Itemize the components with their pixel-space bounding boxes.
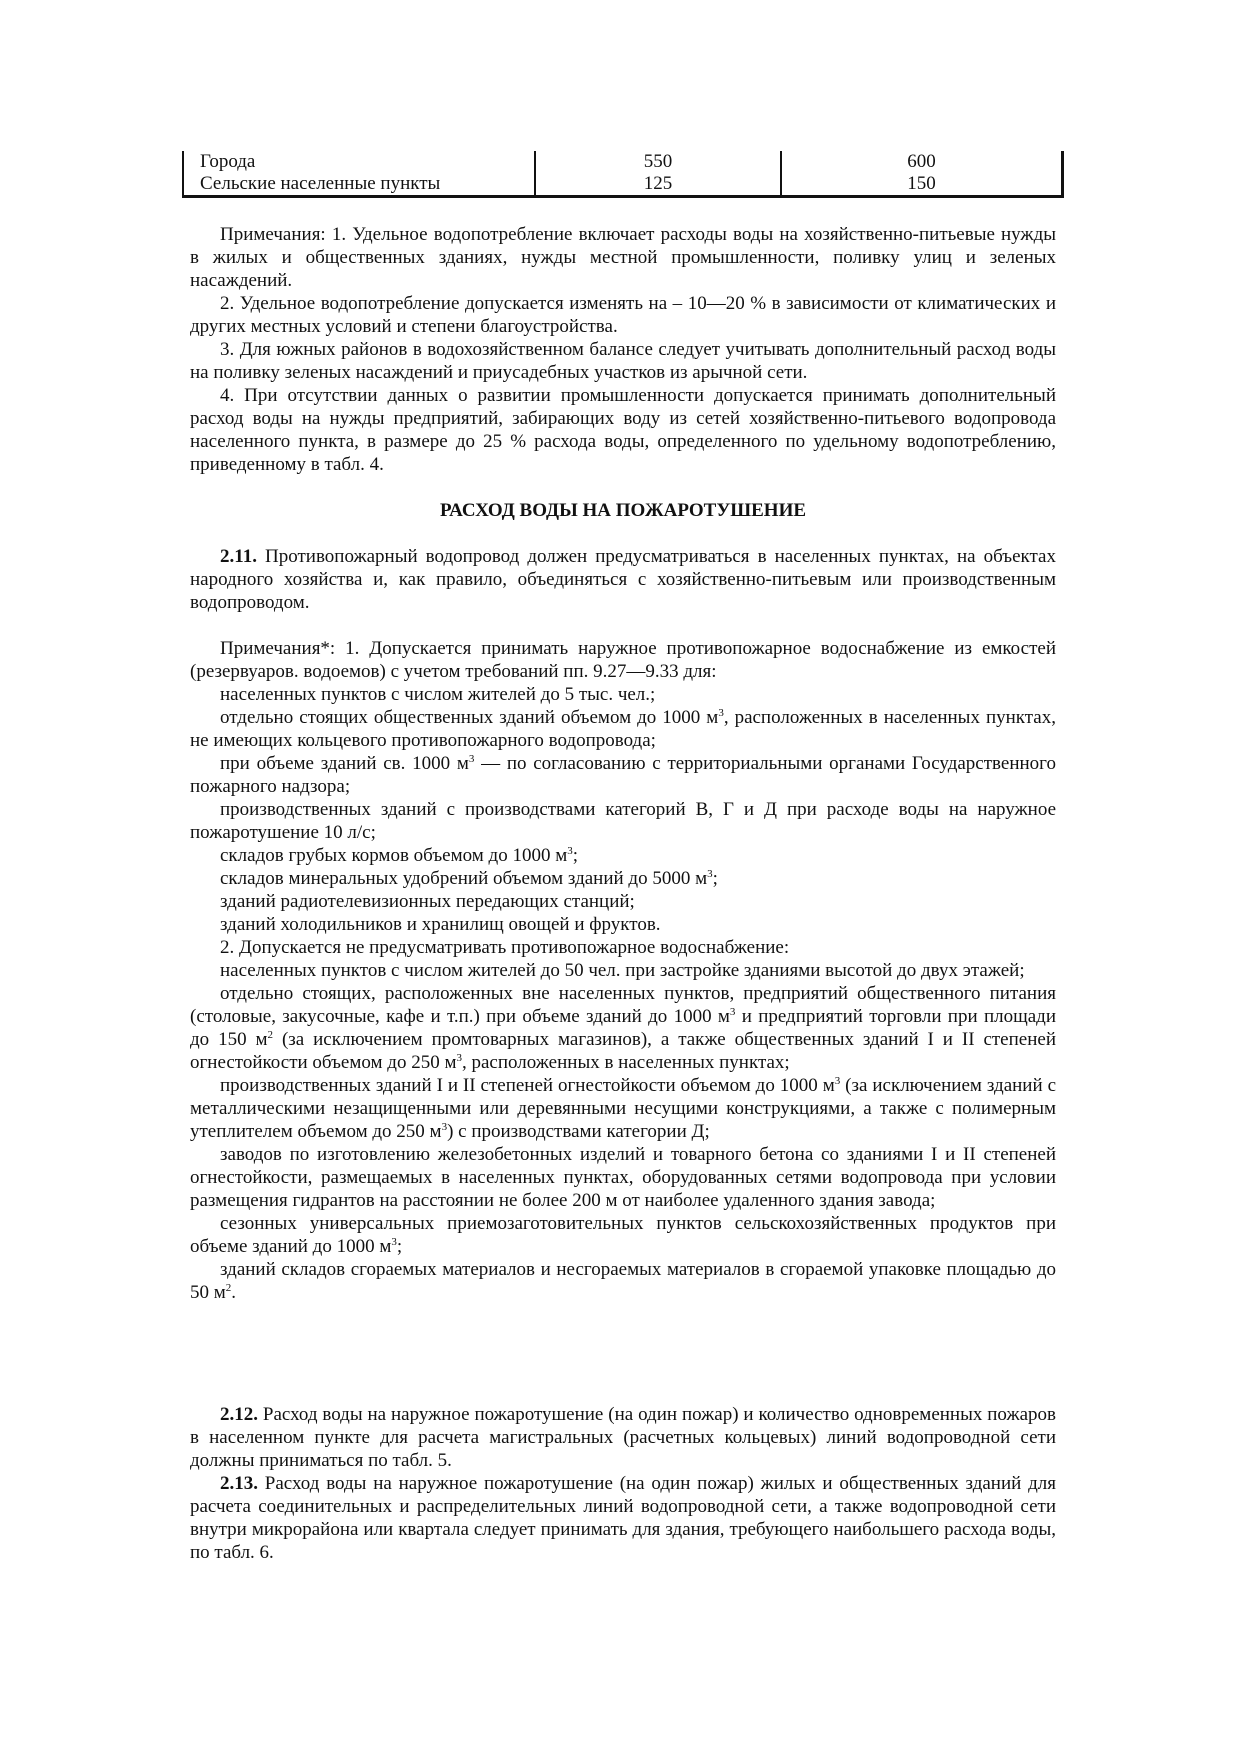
table-cell: 150 [781, 173, 1063, 197]
clause-2-12 [190, 1403, 1056, 1472]
table-cell: 600 [781, 151, 1063, 173]
note-item: заводов по изготовлению железобетонных изделий и товарного бетона со зданиями I и II степеней огнестойкости, размещаемых в населенных пунктах, оборудованных сетями водопровода при условии размещения гидрантов на расстоянии не более 200 м от наиболее удаленного здания завода; [190, 1144, 1056, 1211]
note-paragraph: 3. Для южных районов в водохозяйственном балансе следует учитывать дополнительный расход воды на поливку зеленых насаждений и приусадебных участков из арычной сети. [190, 339, 1056, 383]
table-cell: 125 [535, 173, 781, 197]
note-item: производственных зданий с производствами категорий В, Г и Д при расходе воды на наружное пожаротушение 10 л/с; [190, 799, 1056, 843]
clause-number: 2.11. [220, 546, 257, 567]
clause-text: Противопожарный водопровод должен предусматриваться в населенных пунктах, на объектах народного хозяйства и, как правило, объединяться с хозяйственно-питьевым или производственным водопроводом. [190, 546, 1056, 613]
fire-notes [190, 637, 1056, 1304]
section-heading: РАСХОД ВОДЫ НА ПОЖАРОТУШЕНИЕ [439, 500, 807, 521]
consumption-table [182, 151, 1064, 198]
clause-number: 2.13. [220, 1473, 258, 1494]
note-paragraph: 2. Удельное водопотребление допускается изменять на – 10—20 % в зависимости от климатических и других местных условий и степени благоустройства. [190, 293, 1056, 337]
note-item: зданий складов сгораемых материалов и несгораемых материалов в сгораемой упаковке площадью до 50 $м^2$. [190, 1259, 1056, 1303]
note-item: складов минеральных удобрений объемом зданий до 5000 $м^3$; [220, 868, 718, 889]
note-item: производственных зданий I и II степеней огнестойкости объемом до 1000 $м^3$ (за исключением зданий с металлическими незащищенными или деревянными несущими конструкциями, а также с полимерным утеплителем объемом до 250 $м^3$) с производствами категории Д; [190, 1075, 1057, 1142]
table-cell: Города [183, 151, 535, 173]
table-notes [190, 223, 1056, 476]
clause-text: Расход воды на наружное пожаротушение (на один пожар) жилых и общественных зданий для расчета соединительных и распределительных линий водопроводной сети, а также водопроводной сети внутри микрорайона или квартала следует принимать для здания, требующего наибольшего расхода воды, по табл. 6. [190, 1473, 1056, 1563]
note-item: населенных пунктов с числом жителей до 5 тыс. чел.; [220, 684, 656, 705]
table-cell: 550 [535, 151, 781, 173]
note-paragraph: 2. Допускается не предусматривать противопожарное водоснабжение: [220, 937, 790, 958]
note-item: зданий холодильников и хранилищ овощей и фруктов. [220, 914, 661, 935]
clause-text: Расход воды на наружное пожаротушение (на один пожар) и количество одновременных пожаров в населенном пункте для расчета магистральных (расчетных кольцевых) линий водопроводной сети должны приниматься по табл. 5. [190, 1404, 1056, 1471]
note-item: при объеме зданий св. 1000 $м^3$ — по согласованию с территориальными органами Государственного пожарного надзора; [190, 753, 1056, 797]
table-row [183, 151, 1063, 173]
note-item: отдельно стоящих общественных зданий объемом до 1000 $м^3$, расположенных в населенных пунктах, не имеющих кольцевого противопожарного водопровода; [190, 707, 1056, 751]
note-paragraph: Примечания: 1. Удельное водопотребление включает расходы воды на хозяйственно-питьевые нужды в жилых и общественных зданиях, нужды местной промышленности, поливку улиц и зеленых насаждений. [190, 224, 1056, 291]
note-item: отдельно стоящих, расположенных вне населенных пунктов, предприятий общественного питания (столовые, закусочные, кафе и т.п.) при объеме зданий до 1000 $м^3$ и предприятий торговли при площади до 150 $м^2$ (за исключением промтоварных магазинов), а также общественных зданий I и II степеней огнестойкости объемом до 250 $м^3$, расположенных в населенных пунктах; [190, 983, 1056, 1073]
table-row [183, 173, 1063, 197]
clause-2-11 [190, 545, 1056, 614]
note-item: сезонных универсальных приемозаготовительных пунктов сельскохозяйственных продуктов при объеме зданий до 1000 $м^3$; [190, 1213, 1056, 1257]
note-paragraph: 4. При отсутствии данных о развитии промышленности допускается принимать дополнительный расход воды на нужды предприятий, забирающих воду из сетей хозяйственно-питьевого водопровода населенного пункта, в размере до 25 % расхода воды, определенного по удельному водопотреблению, приведенному в табл. 4. [190, 385, 1056, 475]
clause-number: 2.12. [220, 1404, 258, 1425]
note-item: населенных пунктов с числом жителей до 50 чел. при застройке зданиями высотой до двух этажей; [220, 960, 1025, 981]
note-paragraph: Примечания*: 1. Допускается принимать наружное противопожарное водоснабжение из емкостей (резервуаров. водоемов) с учетом требований пп. 9.27—9.33 для: [190, 638, 1056, 682]
table-cell: Сельские населенные пункты [183, 173, 535, 197]
note-item: зданий радиотелевизионных передающих станций; [220, 891, 635, 912]
clause-2-13 [190, 1472, 1056, 1564]
note-item: складов грубых кормов объемом до 1000 $м^3$; [220, 845, 579, 866]
